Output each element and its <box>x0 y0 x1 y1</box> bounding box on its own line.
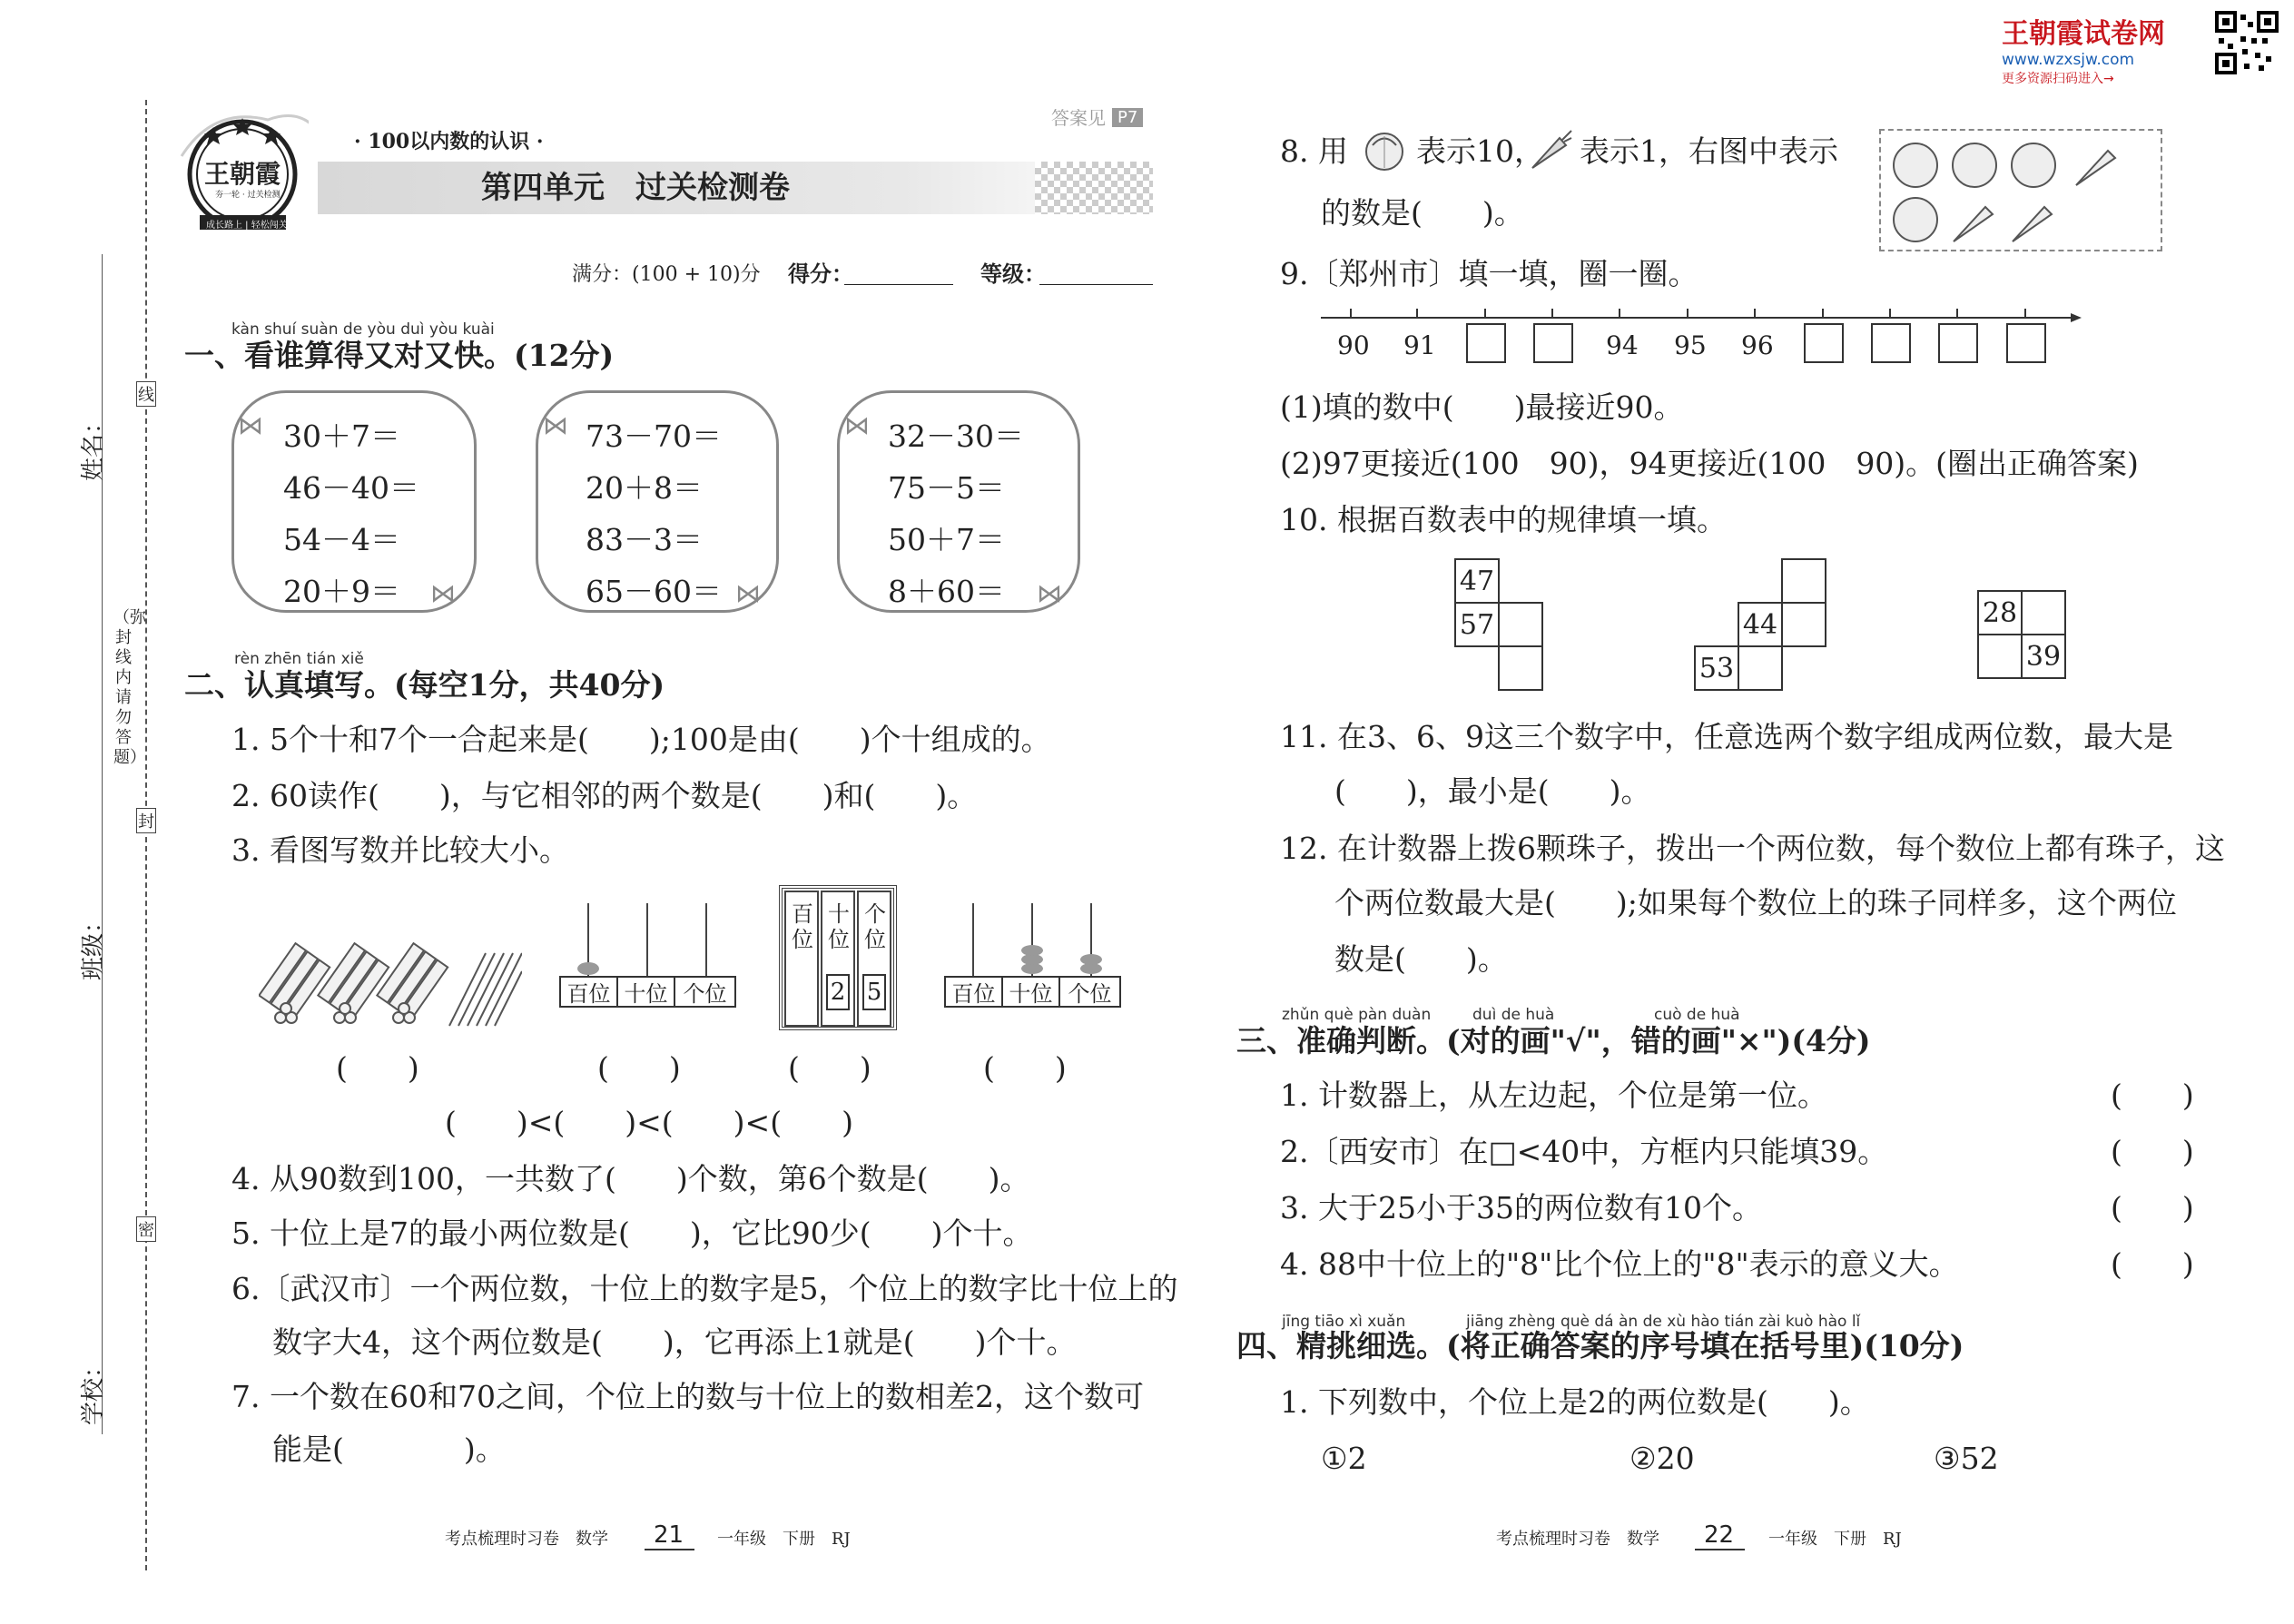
class-field[interactable] <box>74 708 107 999</box>
grid-cell: 28 <box>1977 590 2023 635</box>
grid-blank[interactable] <box>1781 558 1826 604</box>
place-header: 十 <box>828 901 850 927</box>
watermark <box>2002 11 2210 87</box>
grid-cell: 39 <box>2021 634 2066 679</box>
school-field[interactable] <box>74 1153 107 1443</box>
calc-item[interactable]: 20＋8＝ <box>586 470 703 506</box>
section3-title: 三、准确判断。(对的画"√"，错的画"×")(4分) <box>1236 1023 1871 1058</box>
grid-blank[interactable] <box>1738 645 1783 691</box>
page-title: 第四单元 过关检测卷 <box>481 170 790 206</box>
section1-title: 一、看谁算得又对又快。(12分) <box>184 338 615 373</box>
calc-item[interactable]: 30＋7＝ <box>283 418 400 454</box>
numline-blank[interactable] <box>1466 323 1506 363</box>
grid-blank[interactable] <box>1498 602 1543 647</box>
question-2-4[interactable]: 4. 从90数到100，一共数了( )个数，第6个数是( )。 <box>231 1161 1030 1196</box>
school-label: 学校： <box>80 1353 107 1425</box>
brand-name: 王朝霞 <box>204 159 281 189</box>
place-header: 个 <box>864 901 886 927</box>
class-label: 班级： <box>80 909 107 980</box>
compare-row[interactable]: ( )<( )<( )<( ) <box>445 1105 853 1140</box>
score-input[interactable] <box>844 284 953 285</box>
question-9-2[interactable]: (2)97更接近(100 90)，94更接近(100 90)。(圈出正确答案) <box>1280 446 2139 481</box>
stick-bundles-picture <box>259 940 522 1030</box>
calc-item[interactable]: 8＋60＝ <box>888 574 1005 609</box>
footer-right-book: 考点梳理时习卷 数学 <box>1496 1530 1659 1549</box>
footer-right-page-underline <box>1695 1549 1745 1550</box>
numline-blank[interactable] <box>1533 323 1573 363</box>
judge-item: 4. 88中十位上的"8"比个位上的"8"表示的意义大。 <box>1280 1246 1959 1282</box>
place-value-chart <box>779 885 897 1030</box>
numline-blank[interactable] <box>1938 323 1978 363</box>
section1-pinyin: kàn shuí suàn de yòu duì yòu kuài <box>231 320 495 339</box>
question-2-6a: 6.〔武汉市〕一个两位数，十位上的数字是5，个位上的数字比十位上的 <box>231 1271 1178 1306</box>
question-9: 9.〔郑州市〕填一填，圈一圈。 <box>1280 256 1698 291</box>
question-8b[interactable]: 的数是( )。 <box>1321 195 1524 231</box>
numline-blank[interactable] <box>1871 323 1911 363</box>
name-field[interactable] <box>74 254 107 527</box>
answer-page-badge: P7 <box>1112 108 1143 127</box>
brand-band: 成长路上 | 轻松闯关 <box>206 221 288 231</box>
section3-pinyin: zhǔn què pàn duàn <box>1282 1006 1432 1024</box>
bow-icon: ⋈ <box>844 410 870 440</box>
binding-dashed-line <box>145 100 147 1570</box>
question-10: 10. 根据百数表中的规律填一填。 <box>1280 502 1727 537</box>
question-12c[interactable]: 数是( )。 <box>1334 941 1508 977</box>
carrot-icon <box>1528 127 1573 172</box>
bow-icon: ⋈ <box>543 410 568 440</box>
calc-item[interactable]: 54－4＝ <box>283 522 400 557</box>
question-12a: 12. 在计数器上拨6颗珠子，拨出一个两位数，每个数位上都有珠子，这 <box>1280 831 2225 866</box>
numline-blank[interactable] <box>1804 323 1844 363</box>
abacus-label: 十位 <box>1001 976 1060 1008</box>
option-2[interactable]: ②20 <box>1629 1441 1695 1476</box>
grid-cell: 47 <box>1454 558 1500 604</box>
question-11b[interactable]: ( )，最小是( )。 <box>1334 773 1651 809</box>
section2-pinyin: rèn zhēn tián xiě <box>234 650 364 668</box>
grid-cell: 44 <box>1738 602 1783 647</box>
vegetable-picture <box>1879 129 2162 251</box>
binding-mark-seal: 封 <box>136 808 156 833</box>
place-col-ones <box>857 891 891 1027</box>
calc-item[interactable]: 46－40＝ <box>283 470 419 506</box>
answer-blank[interactable]: ( ) <box>597 1050 681 1086</box>
judge-paren[interactable]: ( ) <box>2111 1190 2194 1225</box>
numline-label: 94 <box>1606 330 1639 360</box>
binding-mark-secret: 密 <box>136 1216 156 1242</box>
place-header: 位 <box>792 927 813 952</box>
place-header: 百 <box>792 901 813 927</box>
name-label: 姓名： <box>80 409 107 481</box>
calc-item[interactable]: 50＋7＝ <box>888 522 1005 557</box>
answer-ref: 答案见 <box>1051 107 1106 129</box>
abacus-label: 百位 <box>559 976 618 1008</box>
numline-label: 90 <box>1337 330 1370 360</box>
question-12b[interactable]: 个两位数最大是( );如果每个数位上的珠子同样多，这个两位 <box>1334 885 2177 920</box>
judge-item: 2.〔西安市〕在□<40中，方框内只能填39。 <box>1280 1134 1888 1169</box>
calc-item[interactable]: 83－3＝ <box>586 522 703 557</box>
footer-left-grade: 一年级 下册 RJ <box>717 1530 851 1549</box>
abacus-label: 百位 <box>944 976 1003 1008</box>
option-3[interactable]: ③52 <box>1934 1441 1999 1476</box>
question-2-1[interactable]: 1. 5个十和7个一合起来是( );100是由( )个十组成的。 <box>231 722 1051 757</box>
calc-item[interactable]: 75－5＝ <box>888 470 1005 506</box>
brand-logo <box>177 102 309 233</box>
bow-icon: ⋈ <box>1037 578 1062 608</box>
numline-blank[interactable] <box>2006 323 2046 363</box>
calc-item[interactable]: 32－30＝ <box>888 418 1024 454</box>
abacus-label: 个位 <box>674 976 736 1008</box>
question-8-part1: 8. 用 <box>1280 133 1348 169</box>
judge-paren[interactable]: ( ) <box>2111 1246 2194 1282</box>
numline-label: 95 <box>1674 330 1707 360</box>
topic-label: · 100以内数的认识 · <box>354 130 544 153</box>
calc-item[interactable]: 73－70＝ <box>586 418 722 454</box>
grid-blank[interactable] <box>1781 602 1826 647</box>
section4-pinyin: jīng tiāo xì xuǎn <box>1282 1313 1406 1331</box>
section2-title: 二、认真填写。(每空1分，共40分) <box>184 667 665 703</box>
cabbage-icon <box>1362 127 1407 172</box>
grid-blank[interactable] <box>1498 645 1543 691</box>
brand-sub: 夯一轮 · 过关检测 <box>215 191 281 200</box>
question-2-6b[interactable]: 数字大4，这个两位数是( )，它再添上1就是( )个十。 <box>272 1324 1077 1360</box>
question-2-7a: 7. 一个数在60和70之间，个位上的数与十位上的数相差2，这个数可 <box>231 1379 1144 1414</box>
footer-left-page-underline <box>645 1549 694 1550</box>
place-header: 位 <box>828 927 850 952</box>
digit-box: 2 <box>826 974 850 1010</box>
question-9-1[interactable]: (1)填的数中( )最接近90。 <box>1280 389 1684 425</box>
calc-item[interactable]: 20＋9＝ <box>283 574 400 609</box>
judge-paren[interactable]: ( ) <box>2111 1078 2194 1113</box>
score-label: 得分： <box>788 261 853 287</box>
binding-mark-line: 线 <box>136 381 156 407</box>
digit-box: 5 <box>862 974 886 1010</box>
footer-right-page: 22 <box>1704 1521 1735 1549</box>
title-banner-checker <box>1035 162 1153 214</box>
watermark-tip: 更多资源扫码进入→ <box>2002 72 2114 86</box>
bow-icon: ⋈ <box>735 578 761 608</box>
question-2-2[interactable]: 2. 60读作( )，与它相邻的两个数是( )和( )。 <box>231 778 978 813</box>
judge-paren[interactable]: ( ) <box>2111 1134 2194 1169</box>
question-2-7b[interactable]: 能是( )。 <box>272 1432 506 1467</box>
question-4-1[interactable]: 1. 下列数中，个位上是2的两位数是( )。 <box>1280 1384 1870 1420</box>
grid-blank[interactable] <box>1977 634 2023 679</box>
abacus-1 <box>559 903 736 1012</box>
full-score: 满分：(100 + 10)分 <box>572 263 761 286</box>
place-header: 位 <box>864 927 886 952</box>
place-col-tens <box>821 891 855 1027</box>
answer-blank[interactable]: ( ) <box>788 1050 871 1086</box>
calc-item[interactable]: 65－60＝ <box>586 574 722 609</box>
qr-code-icon <box>2215 11 2279 74</box>
question-8-part3: 表示1，右图中表示 <box>1580 133 1838 169</box>
bow-icon: ⋈ <box>238 410 263 440</box>
footer-right-grade: 一年级 下册 RJ <box>1768 1530 1902 1549</box>
numline-label: 96 <box>1741 330 1774 360</box>
grid-blank[interactable] <box>2021 590 2066 635</box>
abacus-label: 个位 <box>1058 976 1121 1008</box>
watermark-name: 王朝霞试卷网 <box>2002 18 2165 50</box>
section3-pinyin: cuò de huà <box>1654 1006 1740 1024</box>
judge-item: 3. 大于25小于35的两位数有10个。 <box>1280 1190 1762 1225</box>
grid-cell: 53 <box>1694 645 1739 691</box>
question-2-5[interactable]: 5. 十位上是7的最小两位数是( )，它比90少( )个十。 <box>231 1216 1033 1251</box>
judge-item: 1. 计数器上，从左边起，个位是第一位。 <box>1280 1078 1827 1113</box>
grade-label: 等级： <box>980 261 1046 287</box>
numline-label: 91 <box>1403 330 1436 360</box>
grade-input[interactable] <box>1039 284 1153 285</box>
section4-title: 四、精挑细选。(将正确答案的序号填在括号里)(10分) <box>1236 1328 1964 1363</box>
place-col-hundreds <box>784 891 819 1027</box>
answer-blank[interactable]: ( ) <box>336 1050 419 1086</box>
watermark-url: www.wzxsjw.com <box>2002 51 2135 69</box>
answer-blank[interactable]: ( ) <box>983 1050 1067 1086</box>
section3-pinyin: duì de huà <box>1472 1006 1555 1024</box>
footer-left-page: 21 <box>654 1521 684 1549</box>
abacus-2 <box>944 903 1121 1012</box>
question-11a: 11. 在3、6、9这三个数字中，任意选两个数字组成两位数，最大是 <box>1280 719 2173 754</box>
bow-icon: ⋈ <box>430 578 456 608</box>
number-line <box>1321 305 2082 369</box>
section4-pinyin: jiāng zhèng què dá àn de xù hào tián zài kuò hào lǐ <box>1466 1313 1861 1331</box>
option-1[interactable]: ①2 <box>1321 1441 1367 1476</box>
abacus-label: 十位 <box>616 976 675 1008</box>
question-2-3: 3. 看图写数并比较大小。 <box>231 832 569 868</box>
question-8-part2: 表示10， <box>1416 133 1544 169</box>
grid-cell: 57 <box>1454 602 1500 647</box>
footer-left-book: 考点梳理时习卷 数学 <box>445 1530 608 1549</box>
binding-notice: （弥封线内请勿答题） <box>113 608 146 767</box>
